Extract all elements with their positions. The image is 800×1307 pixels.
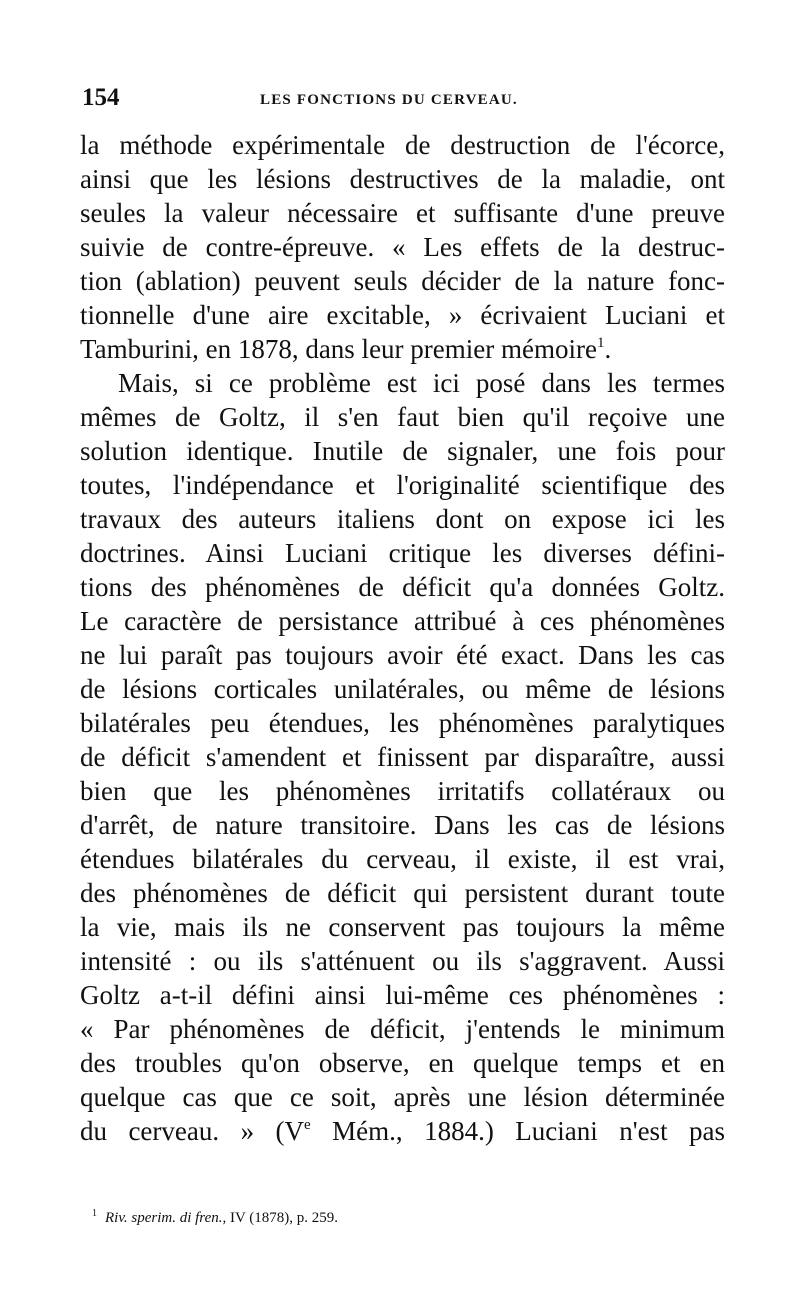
text-line: quelque cas que ce soit, après une lésion déterminée [80, 1082, 725, 1112]
text-line: Goltz a-t-il défini ainsi lui-même ces phénomènes : [80, 980, 725, 1010]
text-line [80, 1114, 725, 1148]
text-line: ne lui paraît pas toujours avoir été exact. Dans les cas [80, 640, 725, 670]
text-line: ainsi que les lésions destructives de la maladie, ont [80, 164, 725, 194]
text-line: de lésions corticales unilatérales, ou même de lésions [80, 674, 725, 704]
text-segment: . [604, 334, 612, 364]
text-line: « Par phénomènes de déficit, j'entends le minimum [80, 1014, 725, 1044]
text-line: de déficit s'amendent et finissent par disparaître, aussi [80, 742, 725, 772]
text-line: seules la valeur nécessaire et suffisante d'une preuve [80, 198, 725, 228]
text-line: travaux des auteurs italiens dont on expose ici les [80, 504, 725, 534]
text-line: bilatérales peu étendues, les phénomènes paralytiques [80, 708, 725, 738]
footnote-journal: Riv. sperim. di fren. [105, 1210, 223, 1226]
text-line: tionnelle d'une aire excitable, » écrivaient Luciani et [80, 300, 725, 330]
footnote-mark: 1 [92, 1208, 97, 1219]
text-line: la vie, mais ils ne conservent pas toujours la même [80, 912, 725, 942]
text-line: suivie de contre-épreuve. « Les effets de la destruc- [80, 232, 725, 262]
text-line: Le caractère de persistance attribué à ces phénomènes [80, 606, 725, 636]
page-number: 154 [82, 84, 120, 111]
footnote [92, 1208, 338, 1227]
text-line: tions des phénomènes de déficit qu'a données Goltz. [80, 572, 725, 602]
running-title: LES FONCTIONS DU CERVEAU. [260, 92, 518, 108]
text-line: solution identique. Inutile de signaler, une fois pour [80, 436, 725, 466]
text-line: étendues bilatérales du cerveau, il existe, il est vrai, [80, 844, 725, 874]
text-line: mêmes de Goltz, il s'en faut bien qu'il reçoive une [80, 402, 725, 432]
text-segment: Tamburini, en 1878, dans leur premier mémoire [80, 334, 597, 364]
text-line: toutes, l'indépendance et l'originalité scientifique des [80, 470, 725, 500]
text-line: des phénomènes de déficit qui persistent durant toute [80, 878, 725, 908]
text-line: bien que les phénomènes irritatifs collatéraux ou [80, 776, 725, 806]
superscript: e [304, 1117, 311, 1133]
text-segment: Luciani n'est pas [515, 1116, 726, 1146]
text-line: des troubles qu'on observe, en quelque temps et en [80, 1048, 725, 1078]
page-header [82, 84, 722, 114]
footnote-reference: 1 [596, 335, 605, 351]
text-segment: Mém., 1884.) [310, 1116, 494, 1146]
text-line [80, 332, 725, 366]
text-segment: du cerveau. » (V [80, 1116, 305, 1146]
text-line: intensité : ou ils s'atténuent ou ils s'aggravent. Aussi [80, 946, 725, 976]
text-line: d'arrêt, de nature transitoire. Dans les cas de lésions [80, 810, 725, 840]
text-line: doctrines. Ainsi Luciani critique les diverses défini- [80, 538, 725, 568]
text-line: tion (ablation) peuvent seuls décider de la nature fonc- [80, 266, 725, 296]
text-line: la méthode expérimentale de destruction de l'écorce, [80, 130, 725, 160]
text-line: Mais, si ce problème est ici posé dans les termes [118, 368, 725, 398]
footnote-reference-text: , IV (1878), p. 259. [222, 1210, 339, 1226]
